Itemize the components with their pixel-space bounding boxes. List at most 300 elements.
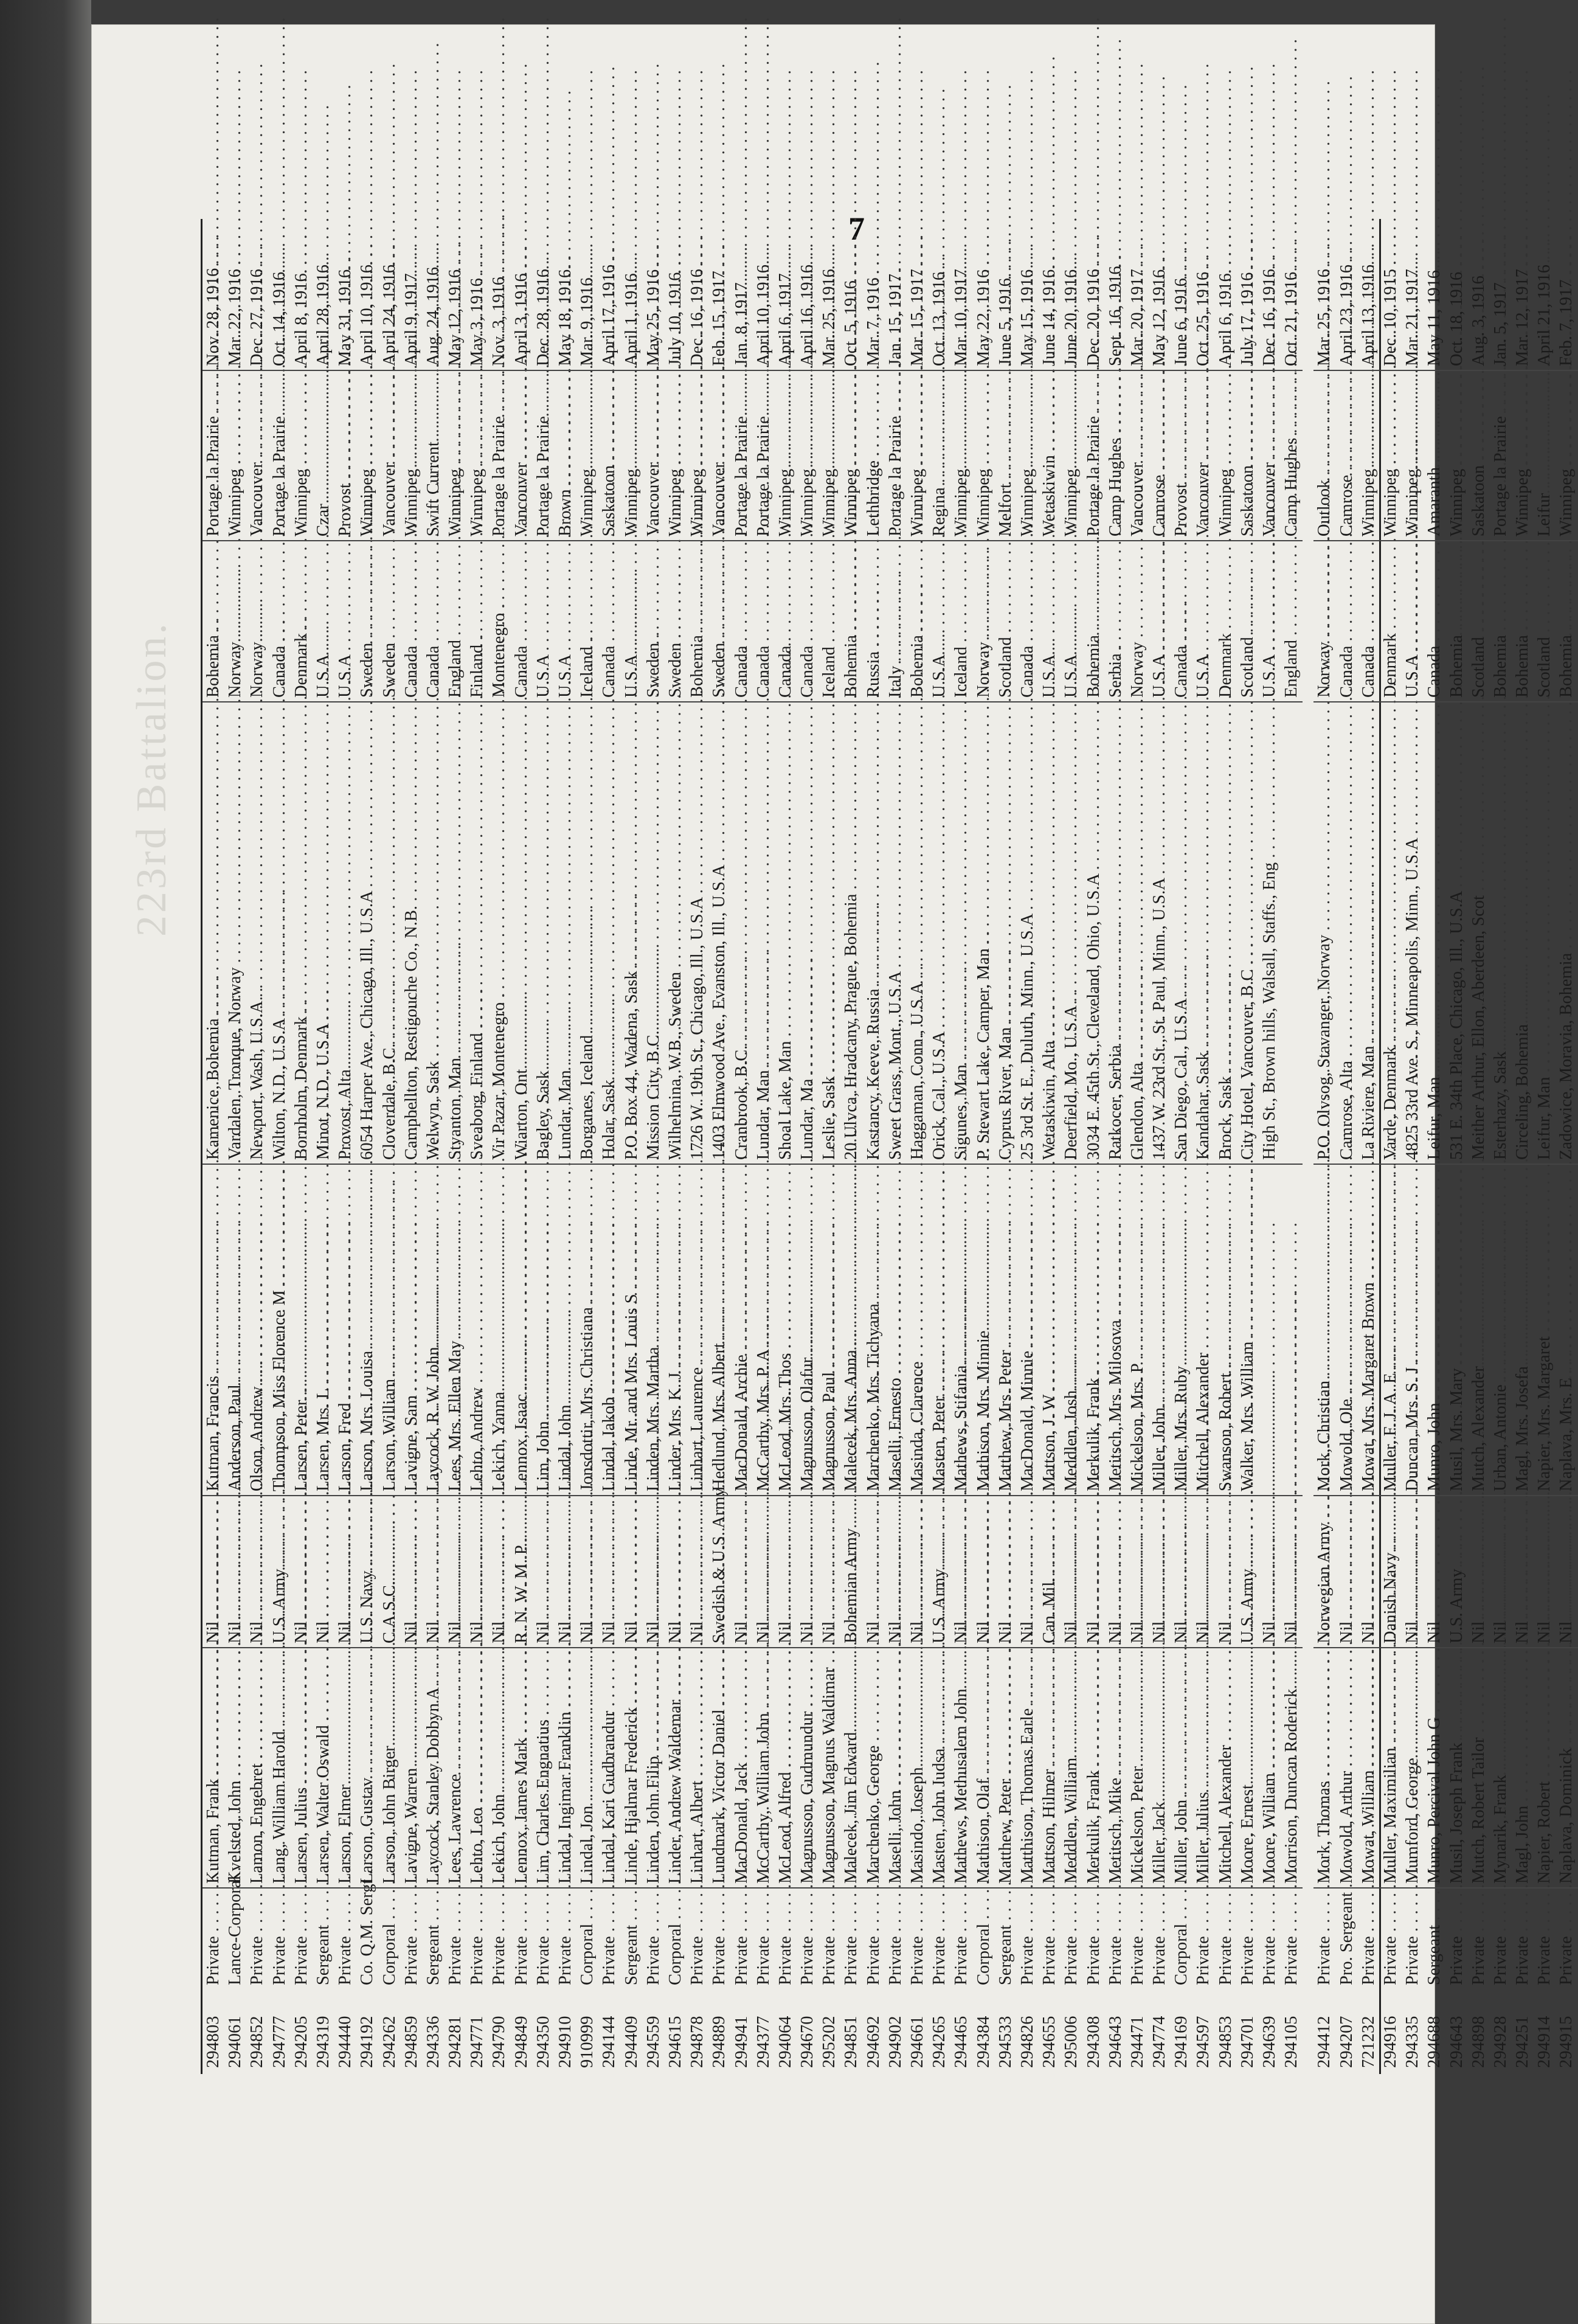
soldier-name: Linden, John Filip . . . [644,1358,663,1884]
date-of-enlistment: Jan. 8, 1917 [732,282,751,366]
kin-address-cell [379,702,401,1165]
table-row [555,219,576,2074]
soldier-name: Moore, William . . . [1260,1375,1279,1884]
kin-address: Cyprus River, Man . . . [996,628,1015,1160]
next-of-kin: Walker, Mrs. William . . . [1238,943,1257,1491]
country-of-birth-cell [1468,541,1490,702]
rank: Corporal . . . [974,1525,993,1985]
kin-address: Haggaman, Conn., U.S.A . . . [908,584,927,1160]
place-of-enlistment-cell [995,371,1017,541]
soldier-name: Matthison, Thomas Earle . . . [1018,1309,1037,1884]
next-of-kin: Mork, Christian . . . [1315,982,1334,1491]
rank: Private . . . [842,1538,860,1985]
former-service: Nil . . . [1535,1223,1554,1643]
next-of-kin-cell [1490,1165,1512,1496]
place-of-enlistment: Winnipeg . . . [446,70,465,536]
former-service-cell [313,1496,334,1648]
soldier-name: Maselli, John . . . [886,1392,905,1884]
soldier-name-cell [1446,1648,1468,1889]
next-of-kin: Masten, Peter . . . [930,997,949,1491]
rank-cell [511,1889,533,1989]
rank-cell [445,1889,466,1989]
next-of-kin-cell [797,1165,818,1496]
next-of-kin: Meddlen, Josh . . . [1062,991,1081,1491]
rank-cell [202,1889,224,1989]
regimental-number-cell [907,1989,929,2074]
table-row [1105,219,1127,2074]
table-row [1017,219,1039,2074]
kin-address-cell [224,702,246,1165]
regimental-number: 294064 [775,2016,795,2068]
regimental-number-cell [753,1989,775,2074]
date-of-enlistment-cell [995,219,1017,371]
next-of-kin: Metitsch, Mrs. Milosova . . . [1106,921,1125,1491]
soldier-name: Mathison, Olaf . . . [974,1380,993,1884]
kin-address-cell [973,702,995,1165]
rank-cell [929,1889,950,1989]
country-of-birth-cell [1171,541,1192,702]
kin-address-cell [488,702,510,1165]
next-of-kin-cell [1127,1165,1149,1496]
table-row [1061,219,1082,2074]
rank: Private . . . [1282,1538,1301,1985]
kin-address: Vardalen, Tronque, Norway . . . [226,569,244,1160]
rank: Private . . . [1238,1538,1257,1985]
country-of-birth: Bohemia . . . [204,237,223,698]
regimental-number-cell [1534,1989,1556,2074]
regimental-number: 294928 [1490,2016,1510,2068]
rank: Corporal . . . [578,1525,597,1985]
table-row [1402,219,1424,2074]
next-of-kin-cell [334,1165,356,1496]
place-of-enlistment: Winnipeg . . . [1447,70,1466,536]
table-row [445,219,466,2074]
rank: Private . . . [952,1538,971,1985]
next-of-kin: Napier, Mrs. Margaret . . . [1535,938,1554,1491]
place-of-enlistment-cell [1127,371,1149,541]
table-row [533,219,555,2074]
country-of-birth-cell [797,541,818,702]
former-service-cell [598,1496,620,1648]
next-of-kin-cell [621,1165,643,1496]
former-service-cell [269,1496,291,1648]
former-service: Nil . . . [1216,1223,1235,1643]
table-row [818,219,840,2074]
date-of-enlistment: Mar. 25, 1916 [820,269,839,366]
regimental-number: 294559 [643,2016,663,2068]
former-service-cell [1424,1496,1445,1648]
former-service-cell [334,1496,356,1648]
country-of-birth-cell [576,541,598,702]
soldier-name-cell [291,1648,313,1889]
date-of-enlistment: June 6, 1916 [1172,278,1191,366]
table-row [246,219,268,2074]
next-of-kin: Larson, Mrs. Louisa . . . [358,952,376,1491]
kin-address-cell [401,702,423,1165]
former-service-cell [1402,1496,1424,1648]
kin-address: Cranbrook, B.C. . . . [732,647,751,1160]
regimental-number-cell [665,1989,687,2074]
date-of-enlistment: Dec. 28, 1916 [533,269,553,366]
place-of-enlistment: Winnipeg . . . [798,70,817,536]
country-of-birth-cell [1512,541,1534,702]
regimental-number-cell [1446,1989,1468,2074]
place-of-enlistment-cell [1192,371,1214,541]
regimental-number: 294915 [1557,2016,1576,2068]
place-of-enlistment-cell [885,371,907,541]
soldier-name-cell [643,1648,665,1889]
date-of-enlistment: April 21, 1916 [1535,264,1554,366]
rank: Private . . . [1381,1538,1400,1985]
rank: Private . . . [820,1538,839,1985]
former-service-cell [621,1496,643,1648]
place-of-enlistment-cell [950,371,972,541]
place-of-enlistment: Camp Hughes . . . [1282,39,1301,536]
soldier-name: Lindal, Ingimar Franklin . . . [556,1313,575,1884]
former-service: Nil . . . [996,1223,1015,1643]
rank: Private . . . [490,1538,508,1985]
kin-address: Provost, Alta . . . [336,671,355,1160]
kin-address: Zadowice, Moravia, Bohemia . . . [1557,554,1576,1160]
kin-address-cell [1512,702,1534,1165]
soldier-name-cell [202,1648,224,1889]
country-of-birth: Canada . . . [1172,247,1191,698]
regimental-number-cell [313,1989,334,2074]
kin-address-cell [995,702,1017,1165]
next-of-kin: Swanson, Robert . . . [1216,974,1235,1491]
rank: Private . . . [1557,1538,1576,1985]
rank: Private . . . [710,1538,728,1985]
date-of-enlistment: May 11, 1916 [1425,269,1444,366]
soldier-name: Napier, Robert . . . [1535,1382,1554,1884]
next-of-kin: McCarthy, Mrs. P. A . . . [754,951,773,1491]
regimental-number: 294350 [533,2016,553,2068]
regimental-number: 294169 [1172,2016,1191,2068]
country-of-birth-cell [269,541,291,702]
kin-address-cell [753,702,775,1165]
former-service-cell [973,1496,995,1648]
next-of-kin-cell [1380,1165,1402,1496]
former-service-cell [555,1496,576,1648]
soldier-name-cell [973,1648,995,1889]
date-of-enlistment-cell [885,219,907,371]
rank: Corporal . . . [380,1525,399,1985]
place-of-enlistment: Winnipeg . . . [776,70,795,536]
next-of-kin-cell [313,1165,334,1496]
place-of-enlistment-cell [511,371,533,541]
place-of-enlistment: Vancouver . . . [247,64,266,536]
place-of-enlistment: Outlook . . . [1315,81,1334,536]
place-of-enlistment-cell [576,371,598,541]
place-of-enlistment-cell [313,371,334,541]
table-row [643,219,665,2074]
kin-address: 25 3rd St. E., Duluth, Minn., U.S.A . . . [1018,516,1037,1160]
regimental-number-cell [621,1989,643,2074]
rank-cell [1336,1889,1358,1989]
soldier-name-cell [1490,1648,1512,1889]
regimental-number: 294910 [556,2016,575,2068]
date-of-enlistment: April 24, 1916 [379,264,399,366]
rank-cell [1446,1889,1468,1989]
regimental-number: 294790 [490,2016,509,2068]
table-row [621,219,643,2074]
place-of-enlistment: Winnipeg . . . [1062,70,1081,536]
date-of-enlistment: May 12, 1916 [446,269,465,366]
table-row [995,219,1017,2074]
kin-address-cell [1358,702,1380,1165]
regimental-number: 294281 [446,2016,465,2068]
kin-address: P.O. Olvsog, Stavanger, Norway . . . [1315,536,1334,1160]
place-of-enlistment-cell [1215,371,1237,541]
date-of-enlistment-cell [224,219,246,371]
soldier-name: Kutman, Frank . . . [204,1380,223,1884]
place-of-enlistment-cell [1149,371,1171,541]
country-of-birth: Bohemia . . . [842,237,860,698]
former-service-cell [445,1496,466,1648]
former-service: Nil . . . [666,1223,685,1643]
soldier-name: Larson, Gustav . . . [358,1379,376,1884]
place-of-enlistment-cell [224,371,246,541]
next-of-kin-cell [1192,1165,1214,1496]
regimental-number-cell [1556,1989,1577,2074]
rank-cell [269,1889,291,1989]
date-of-enlistment: Nov. 28, 1916 [204,268,223,366]
date-of-enlistment: May 18, 1916 [556,269,575,366]
former-service: Nil . . . [1172,1223,1191,1643]
next-of-kin-cell [466,1165,488,1496]
rank-cell [863,1889,885,1989]
kin-address: Lundar, Ma . . . [798,680,817,1160]
kin-address-cell [1017,702,1039,1165]
soldier-name: Mitchell, Alexander . . . [1216,1347,1235,1884]
next-of-kin-cell [1336,1165,1358,1496]
rank-cell [840,1889,862,1989]
former-service-cell [533,1496,555,1648]
next-of-kin: Magnusson, Paul . . . [820,973,839,1491]
place-of-enlistment: Winnipeg . . . [908,70,927,536]
place-of-enlistment-cell [533,371,555,541]
next-of-kin-cell [291,1165,313,1496]
country-of-birth: U.S.A . . . [556,257,575,698]
rank-cell [775,1889,797,1989]
kin-address: 6054 Harper Ave., Chicago, Ill., U.S.A . . . [358,493,376,1160]
table-row [1127,219,1149,2074]
soldier-name: Munro, Percival John G . . . [1425,1319,1444,1884]
place-of-enlistment-cell [423,371,445,541]
former-service-cell [1127,1496,1149,1648]
rank: Private . . . [1447,1538,1466,1985]
next-of-kin-cell [995,1165,1017,1496]
rank-cell [1313,1889,1335,1989]
date-of-enlistment-cell [379,219,401,371]
former-service-cell [1017,1496,1039,1648]
soldier-name-cell [1061,1648,1082,1889]
place-of-enlistment-cell [401,371,423,541]
kin-address-cell [1149,702,1171,1165]
kin-address-cell [1336,702,1358,1165]
next-of-kin-cell [224,1165,246,1496]
rank-cell [973,1889,995,1989]
date-of-enlistment-cell [1336,219,1358,371]
former-service: Nil . . . [1425,1223,1444,1643]
date-of-enlistment: June 20, 1916 [1062,269,1081,366]
next-of-kin: Mathison, Mrs. Minnie . . . [974,932,993,1491]
place-of-enlistment: Portage la Prairie . . . [886,18,905,536]
table-row [840,219,862,2074]
country-of-birth: Canada . . . [600,247,618,698]
former-service: U.S. Navy . . . [358,1172,376,1643]
next-of-kin-cell [511,1165,533,1496]
country-of-birth-cell [1061,541,1082,702]
former-service: Nil . . . [1491,1223,1510,1643]
regimental-number: 294826 [1017,2016,1037,2068]
kin-address-cell [291,702,313,1165]
next-of-kin: Linhart, Laurence . . . [688,968,707,1491]
regimental-number: 294377 [753,2016,773,2068]
next-of-kin: Thompson, Miss Florence M . . . [270,892,289,1491]
rank: Private . . . [556,1538,575,1985]
next-of-kin: Naplava, Mrs. E . . . [1557,979,1576,1491]
kin-address-cell [818,702,840,1165]
soldier-name-cell [598,1648,620,1889]
rank: Private . . . [1535,1538,1554,1985]
country-of-birth: U.S.A . . . [1150,257,1169,698]
soldier-name: Lekich, John . . . [490,1395,508,1884]
place-of-enlistment: Portage la Prairie . . . [490,18,508,536]
kin-address: 1726 W. 19th St., Chicago, Ill., U.S.A . . . [688,499,707,1160]
regimental-number-cell [1336,1989,1358,2074]
soldier-name-cell [224,1648,246,1889]
regimental-number: 721232 [1358,2016,1378,2068]
date-of-enlistment-cell [665,219,687,371]
country-of-birth-cell [1534,541,1556,702]
next-of-kin: Lindal, Jakob . . . [600,998,618,1491]
date-of-enlistment: May 3, 1916 [468,278,487,366]
next-of-kin-cell [863,1165,885,1496]
former-service: Nil . . . [1128,1223,1147,1643]
next-of-kin-cell [401,1165,423,1496]
country-of-birth: Denmark . . . [1216,234,1235,698]
former-service-cell [665,1496,687,1648]
rank-cell [576,1889,598,1989]
date-of-enlistment-cell [1061,219,1082,371]
place-of-enlistment-cell [1313,371,1335,541]
regimental-number: 294878 [688,2016,707,2068]
place-of-enlistment-cell [840,371,862,541]
table-row [1468,219,1490,2074]
former-service-cell [1490,1496,1512,1648]
rank-cell [1380,1889,1402,1989]
next-of-kin: Lennox, Isaac . . . [512,996,531,1491]
country-of-birth: U.S.A . . . [336,257,355,698]
date-of-enlistment: Mar. 10, 1917 [952,269,971,366]
country-of-birth-cell [356,541,378,702]
country-of-birth: Bohemia . . . [1084,237,1103,698]
country-of-birth: U.S.A . . . [1194,257,1213,698]
date-of-enlistment-cell [1490,219,1512,371]
former-service: Nil . . . [1018,1223,1037,1643]
former-service: Nil . . . [1084,1223,1103,1643]
kin-address-cell [797,702,818,1165]
country-of-birth: Bohemia . . . [908,237,927,698]
kin-address-cell [1039,702,1061,1165]
former-service-cell [775,1496,797,1648]
kin-address: 20 Ulvca, Hradcany, Prague, Bohemia . . . [842,495,860,1160]
kin-address: 4825 33rd Ave. S., Minneapolis, Minn., U.S.A . . . [1403,440,1422,1160]
country-of-birth: Canada . . . [402,247,421,698]
country-of-birth: Canada . . . [732,247,751,698]
regimental-number-cell [885,1989,907,2074]
date-of-enlistment: Dec. 20, 1916 [1084,269,1103,366]
kin-address: Esterhazy, Sask . . . [1491,653,1510,1160]
regimental-number-cell [950,1989,972,2074]
soldier-name: Lehto, Leo . . . [468,1409,486,1884]
next-of-kin-cell [1281,1165,1303,1496]
country-of-birth-cell [1105,541,1127,702]
date-of-enlistment: Sept. 16, 1916 [1106,266,1125,366]
former-service-cell [753,1496,775,1648]
rank: Private . . . [1018,1538,1037,1985]
country-of-birth: Serbia . . . [1106,255,1125,698]
country-of-birth-cell [1192,541,1214,702]
country-of-birth-cell [995,541,1017,702]
kin-address: Glendon, Alta . . . [1128,664,1147,1160]
former-service-cell [1380,1496,1402,1648]
country-of-birth: England . . . [446,241,465,698]
table-row [1380,219,1402,2074]
place-of-enlistment: Winnipeg . . . [1359,70,1378,536]
former-service: Can. Mil. . . . [1040,1179,1059,1643]
next-of-kin: Matthew, Mrs. Peter . . . [996,951,1015,1491]
country-of-birth-cell [775,541,797,702]
former-service: Nil . . . [1150,1223,1169,1643]
soldier-name: Mattson, Hilmer . . . [1040,1370,1059,1884]
kin-address-cell [1083,702,1105,1165]
date-of-enlistment: June 14, 1916 [1040,269,1059,366]
former-service-cell [1336,1496,1358,1648]
former-service-cell [708,1488,730,1648]
table-row [665,219,687,2074]
former-service-cell [1556,1496,1577,1648]
regimental-number-cell [445,1989,466,2074]
table-row [753,219,775,2074]
soldier-name: Morrison, Duncan Roderick . . . [1282,1290,1301,1884]
regimental-number: 294914 [1535,2016,1554,2068]
regimental-number-cell [1237,1989,1259,2074]
rank: Private . . . [1403,1538,1422,1985]
rank-cell [753,1889,775,1989]
soldier-name-cell [555,1648,576,1889]
rank-cell [687,1889,708,1989]
former-service-cell [950,1496,972,1648]
regimental-number: 294852 [247,2016,267,2068]
table-row [1313,219,1335,2074]
rank: Private . . . [1194,1538,1213,1985]
next-of-kin-cell [1358,1165,1380,1496]
former-service-cell [356,1496,378,1648]
table-row [863,219,885,2074]
kin-address: 1437 W. 23rd St., St. Paul, Minn., U.S.A . . . [1150,480,1169,1160]
soldier-name-cell [840,1648,862,1889]
place-of-enlistment-cell [1512,371,1534,541]
regimental-number: 294262 [379,2016,399,2068]
rank: Private . . . [864,1538,883,1985]
place-of-enlistment: Swift Current . . . [424,43,443,536]
place-of-enlistment: Portage la Prairie . . . [732,18,751,536]
kin-address-cell [313,702,334,1165]
next-of-kin-cell [753,1165,775,1496]
date-of-enlistment-cell [1534,219,1556,371]
